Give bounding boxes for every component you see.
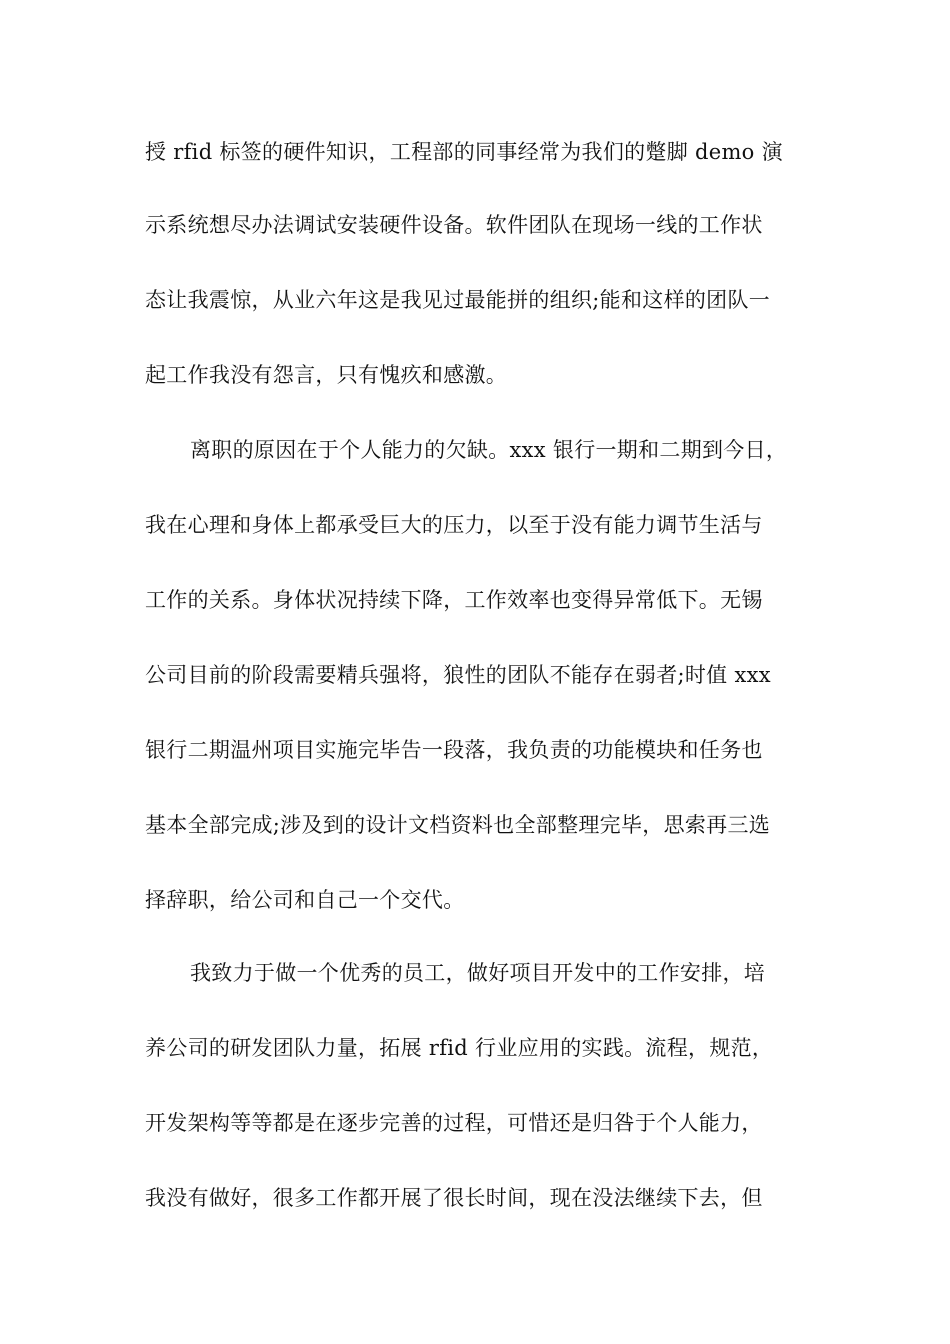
text-line: 起工作我没有怨言，只有愧疚和感激。 <box>145 363 508 387</box>
paragraph-first-line: 离职的原因在于个人能力的欠缺。xxx 银行一期和二期到今日， <box>190 438 788 462</box>
text-line: 工作的关系。身体状况持续下降，工作效率也变得异常低下。无锡 <box>145 588 763 612</box>
text-line: 授 rfid 标签的硬件知识，工程部的同事经常为我们的蹩脚 demo 演 <box>145 140 783 164</box>
text-line: 银行二期温州项目实施完毕告一段落，我负责的功能模块和任务也 <box>145 738 763 762</box>
text-line: 我在心理和身体上都承受巨大的压力，以至于没有能力调节生活与 <box>145 513 763 537</box>
paragraph-first-line: 我致力于做一个优秀的员工，做好项目开发中的工作安排，培 <box>190 961 766 985</box>
text-line: 基本全部完成;涉及到的设计文档资料也全部整理完毕，思索再三选 <box>145 813 771 837</box>
text-line: 择辞职，给公司和自己一个交代。 <box>145 888 465 912</box>
text-line: 态让我震惊，从业六年这是我见过最能拼的组织;能和这样的团队一 <box>145 288 771 312</box>
text-line: 公司目前的阶段需要精兵强将，狼性的团队不能存在弱者;时值 xxx <box>145 663 771 687</box>
text-line: 养公司的研发团队力量，拓展 rfid 行业应用的实践。流程，规范， <box>145 1036 774 1060</box>
text-line: 我没有做好，很多工作都开展了很长时间，现在没法继续下去，但 <box>145 1186 763 1210</box>
text-line: 开发架构等等都是在逐步完善的过程，可惜还是归咎于个人能力， <box>145 1111 763 1135</box>
text-line: 示系统想尽办法调试安装硬件设备。软件团队在现场一线的工作状 <box>145 213 763 237</box>
